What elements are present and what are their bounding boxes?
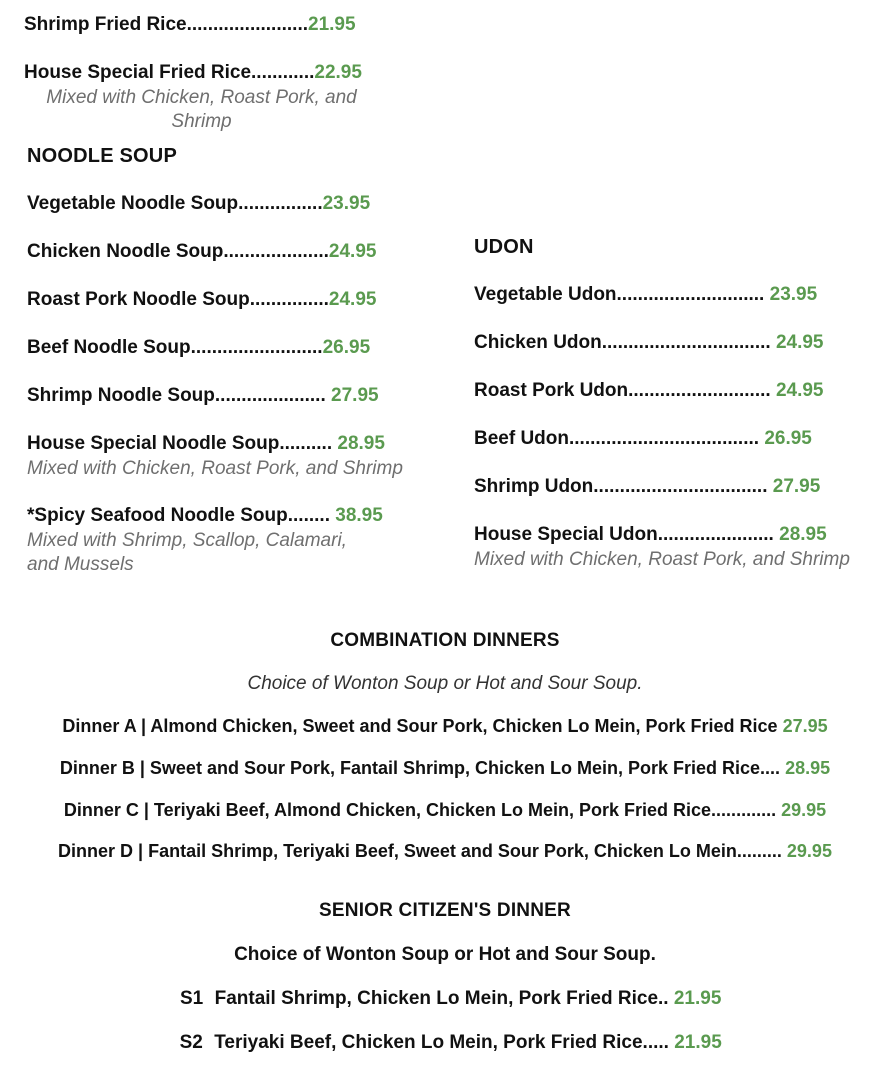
item-name: Chicken Udon................................	[474, 332, 776, 353]
combo-item	[0, 839, 890, 863]
item-price: 28.95	[785, 758, 831, 778]
item-name: Shrimp Noodle Soup.....................	[27, 385, 332, 406]
item-price: 26.95	[764, 428, 812, 449]
item-name: House Special Fried Rice............	[24, 62, 315, 83]
section-heading-udon: UDON	[474, 236, 534, 258]
menu-item	[27, 288, 376, 312]
menu-item	[27, 432, 385, 456]
senior-item	[0, 987, 890, 1011]
item-price: 24.95	[775, 332, 824, 353]
menu-item	[27, 504, 383, 528]
item-name: *Spicy Seafood Noodle Soup........	[27, 505, 336, 526]
item-price: 24.95	[328, 289, 377, 310]
item-description: Mixed with Shrimp, Scallop, Calamari, and Mussels	[27, 530, 347, 575]
item-price: 29.95	[781, 800, 827, 820]
item-name: Fantail Shrimp, Chicken Lo Mein, Pork Fried Rice..	[214, 988, 674, 1009]
section-heading-noodle-soup: NOODLE SOUP	[27, 145, 177, 167]
menu-item	[27, 384, 379, 408]
item-price: 29.95	[786, 841, 832, 861]
item-name: Teriyaki Beef, Chicken Lo Mein, Pork Fried Rice.....	[214, 1032, 675, 1053]
item-price: 23.95	[769, 284, 818, 305]
item-description: Mixed with Chicken, Roast Pork, and Shrimp	[474, 549, 850, 570]
item-name: Vegetable Udon............................	[474, 284, 770, 305]
item-code: S1	[179, 988, 204, 1009]
combo-item	[0, 756, 890, 780]
item-price: 22.95	[314, 62, 362, 83]
item-name: Beef Udon....................................	[474, 428, 765, 449]
item-name: Dinner B | Sweet and Sour Pork, Fantail Shrimp, Chicken Lo Mein, Pork Fried Rice....	[59, 758, 786, 778]
menu-item-house-special-fried-rice	[24, 61, 362, 85]
item-price: 27.95	[782, 716, 828, 736]
item-price: 28.95	[337, 433, 385, 454]
item-description: Mixed with Chicken, Roast Pork, and Shrimp	[46, 87, 357, 132]
item-name: Dinner D | Fantail Shrimp, Teriyaki Beef, Sweet and Sour Pork, Chicken Lo Mein.........	[58, 841, 787, 861]
item-price: 27.95	[331, 385, 379, 406]
item-description: Mixed with Chicken, Roast Pork, and Shrimp	[27, 458, 403, 479]
item-name: Roast Pork Udon...........................	[474, 380, 776, 401]
item-price: 24.95	[775, 380, 824, 401]
item-name: Beef Noodle Soup.........................	[27, 337, 323, 358]
menu-item	[474, 475, 820, 499]
item-name: Roast Pork Noodle Soup...............	[27, 289, 329, 310]
item-price: 26.95	[322, 337, 371, 358]
section-heading-combination-dinners: COMBINATION DINNERS	[330, 630, 560, 651]
item-price: 24.95	[328, 241, 377, 262]
item-name: Shrimp Udon.................................	[474, 476, 773, 497]
item-name: Dinner C | Teriyaki Beef, Almond Chicken, Chicken Lo Mein, Pork Fried Rice.............	[63, 800, 782, 820]
menu-item	[27, 336, 370, 360]
menu-item	[27, 240, 376, 264]
item-name: Chicken Noodle Soup....................	[27, 241, 329, 262]
item-name: House Special Udon......................	[474, 524, 780, 545]
item-price: 38.95	[335, 505, 383, 526]
item-price: 27.95	[772, 476, 821, 497]
combo-item	[0, 714, 890, 738]
item-price: 21.95	[308, 14, 356, 35]
menu-item	[474, 379, 823, 403]
section-subtitle: Choice of Wonton Soup or Hot and Sour Soup.	[234, 944, 656, 965]
menu-item	[27, 192, 370, 216]
item-price: 21.95	[673, 988, 722, 1009]
section-heading-senior-dinner: SENIOR CITIZEN'S DINNER	[319, 900, 571, 921]
menu-item	[474, 523, 827, 547]
senior-item	[0, 1031, 890, 1055]
item-code: S2	[179, 1032, 203, 1053]
item-price: 23.95	[322, 193, 371, 214]
section-subtitle: Choice of Wonton Soup or Hot and Sour Soup.	[247, 673, 643, 694]
item-name: House Special Noodle Soup..........	[27, 433, 338, 454]
menu-item	[474, 283, 817, 307]
item-name: Dinner A | Almond Chicken, Sweet and Sour Pork, Chicken Lo Mein, Pork Fried Rice	[62, 716, 783, 736]
item-price: 28.95	[779, 524, 827, 545]
combo-item	[0, 798, 890, 822]
menu-item	[474, 331, 823, 355]
item-name: Shrimp Fried Rice.......................	[24, 14, 309, 35]
item-name: Vegetable Noodle Soup................	[27, 193, 323, 214]
menu-item	[474, 427, 812, 451]
item-price: 21.95	[674, 1032, 722, 1053]
menu-item-shrimp-fried-rice	[24, 13, 356, 37]
